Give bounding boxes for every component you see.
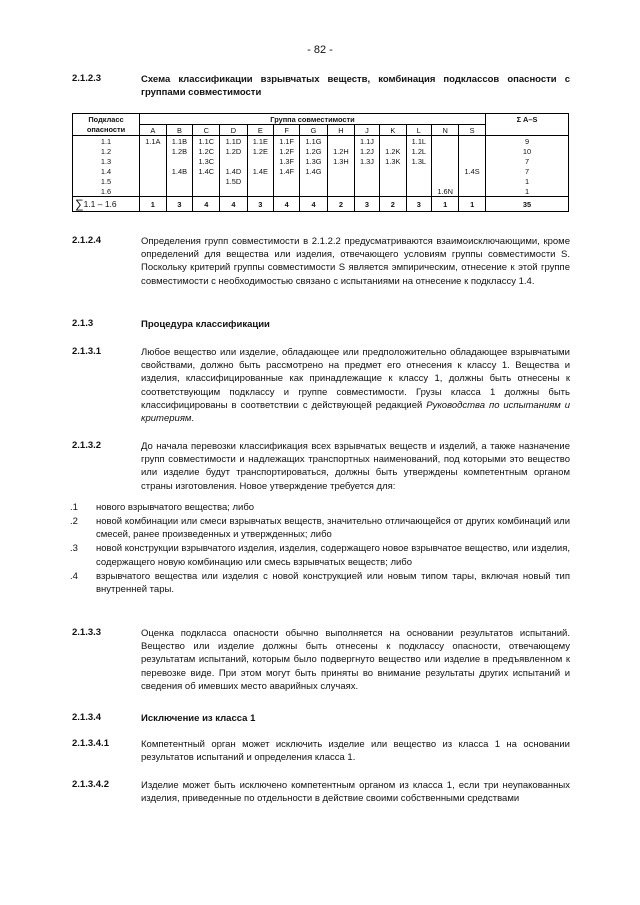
list-item <box>72 515 570 541</box>
table-row <box>73 136 569 147</box>
group-cell <box>140 156 167 166</box>
list-marker: .3 <box>70 543 78 555</box>
column-total-cell: 3 <box>166 197 193 212</box>
group-cell <box>459 156 486 166</box>
sum-symbol: ∑ <box>75 197 84 211</box>
column-total-cell: 4 <box>193 197 220 212</box>
column-total-cell: 3 <box>406 197 432 212</box>
division-cell: 1.5 <box>73 176 140 186</box>
table-row <box>73 176 569 186</box>
group-cell: 1.3F <box>274 156 300 166</box>
group-cell: 1.4D <box>220 166 247 176</box>
group-cell <box>406 176 432 186</box>
group-cell <box>432 176 459 186</box>
group-cell: 1.2E <box>247 146 274 156</box>
group-cell: 1.1C <box>193 136 220 147</box>
group-cell <box>432 166 459 176</box>
text-part: Любое вещество или изделие, обладающее или предположительно обладающее взрывчатыми свойствами, должно быть рассмотрено на предмет его отнесения к классу 1. Вещества и изделия, классифицированные как принадлежащие к классу 1, должны быть отнесены к соответствующим подклассу и группе совместимости. Грузы класса 1 должны быть классифицированы в соответствии с действующей редакцией <box>141 347 570 411</box>
section-number: 2.1.3.4.2 <box>72 779 109 790</box>
group-cell: 1.3L <box>406 156 432 166</box>
section-number: 2.1.3.4.1 <box>72 738 109 749</box>
section-number: 2.1.3.4 <box>72 712 102 723</box>
division-cell: 1.1 <box>73 136 140 147</box>
row-sum-cell: 1 <box>486 186 569 197</box>
section-2-1-3-1 <box>72 346 570 425</box>
group-cell <box>406 186 432 197</box>
group-letter-c: C <box>193 125 220 136</box>
group-letter-k: K <box>379 125 406 136</box>
group-cell <box>432 136 459 147</box>
header-division-line1: Подкласс <box>73 114 140 125</box>
group-cell <box>355 186 380 197</box>
group-cell <box>459 176 486 186</box>
group-cell: 1.6N <box>432 186 459 197</box>
column-total-cell: 1 <box>459 197 486 212</box>
group-cell: 1.5D <box>220 176 247 186</box>
group-cell <box>379 166 406 176</box>
group-cell <box>193 176 220 186</box>
group-cell: 1.4F <box>274 166 300 176</box>
group-cell: 1.1E <box>247 136 274 147</box>
section-title: Схема классификации взрывчатых веществ, комбинация подклассов опасности с группами совместимости <box>141 74 570 99</box>
group-letter-l: L <box>406 125 432 136</box>
group-cell: 1.2B <box>166 146 193 156</box>
section-2-1-3-4 <box>72 712 570 725</box>
column-total-cell: 1 <box>140 197 167 212</box>
group-cell <box>406 166 432 176</box>
group-cell: 1.3J <box>355 156 380 166</box>
section-number: 2.1.3.1 <box>72 346 102 357</box>
group-cell <box>300 176 328 186</box>
section-2-1-3-2 <box>72 440 570 597</box>
group-cell <box>140 176 167 186</box>
group-cell <box>166 156 193 166</box>
section-2-1-3-4-1 <box>72 738 570 764</box>
column-total-cell: 4 <box>220 197 247 212</box>
column-total-cell: 4 <box>274 197 300 212</box>
group-cell <box>220 186 247 197</box>
group-cell: 1.2H <box>327 146 354 156</box>
division-cell: 1.3 <box>73 156 140 166</box>
total-label-cell <box>73 197 140 212</box>
header-sum: Σ A–S <box>486 114 569 125</box>
section-text: Изделие может быть исключено компетентным органом из класса 1, если три неупакованных изделия, приведенные по отдельности в действие своими собственными средствами <box>141 780 570 805</box>
section-2-1-3 <box>72 318 570 331</box>
page-number: - 82 - <box>307 44 333 56</box>
column-total-cell: 3 <box>355 197 380 212</box>
group-cell <box>432 146 459 156</box>
section-text: Определения групп совместимости в 2.1.2.2 предусматриваются взаимоисключающими, кроме определений для вещества или изделия, отвечающего условиям группы совместимости S. Поскольку критерий группы совместимости S является эмпирическим, отнесение к этой группе совместимости с необходимостью связано с испытаниями на отнесение к подклассу 1.4. <box>141 236 570 287</box>
group-cell <box>247 176 274 186</box>
group-cell <box>140 186 167 197</box>
list-item <box>72 501 570 514</box>
column-total-cell: 2 <box>327 197 354 212</box>
group-cell: 1.2K <box>379 146 406 156</box>
section-number: 2.1.2.3 <box>72 73 102 84</box>
column-total-cell: 1 <box>432 197 459 212</box>
group-cell: 1.1F <box>274 136 300 147</box>
section-2-1-2-3 <box>72 73 570 99</box>
section-number: 2.1.3.2 <box>72 440 102 451</box>
section-2-1-3-4-2 <box>72 779 570 805</box>
list-item-text: взрывчатого вещества или изделия с новой конструкцией или новым типом тары, включая новый тип внутренней тары. <box>96 570 570 596</box>
group-cell: 1.1A <box>140 136 167 147</box>
list-item-text: новой конструкции взрывчатого изделия, изделия, содержащего новое взрывчатое вещество, или изделия, содержащего новую комбинацию или смесь взрывчатых веществ; либо <box>96 543 570 568</box>
list-marker: .1 <box>70 501 78 513</box>
section-number: 2.1.2.4 <box>72 235 102 246</box>
row-sum-cell: 1 <box>486 176 569 186</box>
manual-title: Руководства по испытаниям и критериям <box>141 399 571 425</box>
group-cell <box>327 136 354 147</box>
section-number: 2.1.3.3 <box>72 627 102 638</box>
group-cell: 1.2D <box>220 146 247 156</box>
section-title: Процедура классификации <box>141 319 270 330</box>
group-cell: 1.3K <box>379 156 406 166</box>
group-cell <box>432 156 459 166</box>
group-letter-a: A <box>140 125 167 136</box>
row-sum-cell: 10 <box>486 146 569 156</box>
group-cell <box>459 136 486 147</box>
classification-table <box>72 113 569 212</box>
total-row <box>73 197 569 212</box>
group-cell: 1.1D <box>220 136 247 147</box>
group-cell: 1.3G <box>300 156 328 166</box>
group-cell: 1.4G <box>300 166 328 176</box>
group-cell <box>140 166 167 176</box>
row-sum-cell: 7 <box>486 166 569 176</box>
section-2-1-3-3 <box>72 627 570 693</box>
group-cell <box>140 146 167 156</box>
text-part: . <box>191 413 195 425</box>
group-cell: 1.2F <box>274 146 300 156</box>
group-cell <box>355 166 380 176</box>
list-item-text: нового взрывчатого вещества; либо <box>96 501 255 513</box>
group-cell: 1.1B <box>166 136 193 147</box>
section-text: Компетентный орган может исключить изделие или вещество из класса 1 на основании результатов испытаний и определения класса 1. <box>141 739 570 764</box>
group-cell <box>300 186 328 197</box>
group-cell: 1.4S <box>459 166 486 176</box>
group-cell <box>379 186 406 197</box>
group-letter-j: J <box>355 125 380 136</box>
group-cell: 1.2G <box>300 146 328 156</box>
row-sum-cell: 7 <box>486 156 569 166</box>
total-label: 1.1 – 1.6 <box>83 199 117 209</box>
section-number: 2.1.3 <box>72 318 94 329</box>
group-cell <box>327 176 354 186</box>
table-row <box>73 156 569 166</box>
group-cell <box>327 166 354 176</box>
header-compatibility-group: Группа совместимости <box>140 114 486 125</box>
division-cell: 1.6 <box>73 186 140 197</box>
group-cell: 1.1L <box>406 136 432 147</box>
group-cell <box>166 186 193 197</box>
group-cell <box>247 186 274 197</box>
list-item <box>72 570 570 596</box>
header-sum-blank <box>486 125 569 136</box>
group-cell: 1.2J <box>355 146 380 156</box>
group-cell <box>247 156 274 166</box>
requirement-list <box>72 501 570 596</box>
group-cell <box>355 176 380 186</box>
group-cell <box>193 186 220 197</box>
group-cell: 1.1G <box>300 136 328 147</box>
group-letter-n: N <box>432 125 459 136</box>
group-cell <box>459 186 486 197</box>
grand-total-cell: 35 <box>486 197 569 212</box>
group-cell <box>274 176 300 186</box>
list-marker: .4 <box>70 570 78 582</box>
section-text <box>141 346 570 425</box>
group-cell <box>274 186 300 197</box>
list-marker: .2 <box>70 516 78 528</box>
group-cell <box>379 176 406 186</box>
group-cell: 1.3C <box>193 156 220 166</box>
group-letter-e: E <box>247 125 274 136</box>
group-cell: 1.2C <box>193 146 220 156</box>
section-text: До начала перевозки классификация всех взрывчатых веществ и изделий, а также назначение групп совместимости и надлежащих транспортных наименований, под которыми это вещество или изделие будут транспортироваться, должны быть утверждены компетентным органом страны изготовления. Новое утверждение требуется для: <box>141 441 570 492</box>
group-letter-d: D <box>220 125 247 136</box>
table-row <box>73 146 569 156</box>
group-cell: 1.4E <box>247 166 274 176</box>
group-cell: 1.3H <box>327 156 354 166</box>
group-cell <box>459 146 486 156</box>
section-title: Исключение из класса 1 <box>141 713 256 724</box>
group-cell: 1.4B <box>166 166 193 176</box>
column-total-cell: 2 <box>379 197 406 212</box>
section-2-1-2-4 <box>72 235 570 288</box>
group-cell: 1.4C <box>193 166 220 176</box>
section-text: Оценка подкласса опасности обычно выполняется на основании результатов испытаний. Вещество или изделие должны быть отнесены к подклассу опасности, отвечающему результатам испытаний, которым было подвергнуто вещество или изделие в предъявленном к перевозке виде. При этом могут быть приняты во внимание результаты других испытаний и сведения об имевших место аварийных случаях. <box>141 628 570 692</box>
table-row <box>73 186 569 197</box>
column-total-cell: 3 <box>247 197 274 212</box>
group-letter-f: F <box>274 125 300 136</box>
group-cell: 1.2L <box>406 146 432 156</box>
group-cell <box>379 136 406 147</box>
group-cell <box>166 176 193 186</box>
list-item <box>72 542 570 568</box>
division-cell: 1.2 <box>73 146 140 156</box>
group-letter-h: H <box>327 125 354 136</box>
group-letter-s: S <box>459 125 486 136</box>
group-cell <box>220 156 247 166</box>
group-letter-g: G <box>300 125 328 136</box>
header-division-line2: опасности <box>73 125 140 136</box>
column-total-cell: 4 <box>300 197 328 212</box>
list-item-text: новой комбинации или смеси взрывчатых веществ, значительно отличающейся от других комбинаций или смесей, ранее произведенных и утвержденных; либо <box>96 516 570 541</box>
table-row <box>73 166 569 176</box>
group-cell <box>327 186 354 197</box>
division-cell: 1.4 <box>73 166 140 176</box>
group-cell: 1.1J <box>355 136 380 147</box>
row-sum-cell: 9 <box>486 136 569 147</box>
group-letter-b: B <box>166 125 193 136</box>
